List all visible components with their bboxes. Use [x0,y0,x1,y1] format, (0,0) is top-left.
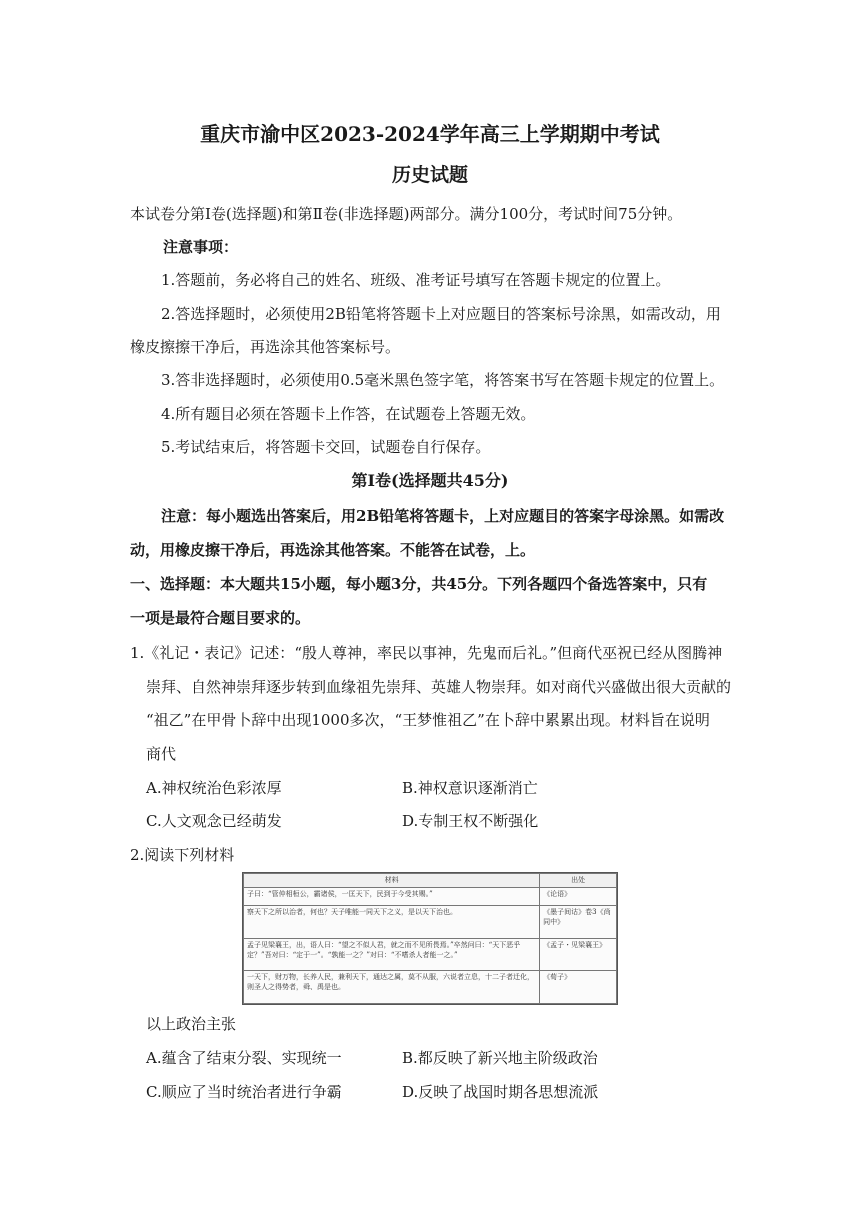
section-heading: 第Ⅰ卷(选择题共45分) [351,471,509,490]
note-item: 1.答题前，务必将自己的姓名、班级、准考证号填写在答题卡规定的位置上。 [161,271,671,289]
table-cell-source: 《论语》 [540,888,617,906]
q1-stem-line: 1.《礼记・表记》记述：“殷人尊神，率民以事神，先鬼而后礼。”但商代巫祝已经从图腾神 [130,644,723,662]
q2-option-d: D.反映了战国时期各思想流派 [402,1083,599,1101]
q2-stem: 2.阅读下列材料 [130,846,235,864]
note-item: 3.答非选择题时，必须使用0.5毫米黑色签字笔，将答案书写在答题卡规定的位置上。 [161,371,725,389]
section-note-line: 动，用橡皮擦干净后，再选涂其他答案。不能答在试卷，上。 [130,541,536,559]
q2-prompt: 以上政治主张 [146,1015,237,1033]
q1-stem-line: 崇拜、自然神崇拜逐步转到血缘祖先崇拜、英雄人物崇拜。如对商代兴盛做出很大贡献的 [146,678,732,696]
table-row [244,888,617,906]
exam-subtitle: 历史试题 [391,164,468,186]
exam-title: 重庆市渝中区2023-2024学年高三上学期期中考试 [200,122,660,146]
source-table [242,872,618,1005]
q1-option-d: D.专制王权不断强化 [402,812,539,830]
note-item: 5.考试结束后，将答题卡交回，试题卷自行保存。 [161,438,491,456]
q1-stem-line: “祖乙”在甲骨卜辞中出现1000多次，“王梦惟祖乙”在卜辞中累累出现。材料旨在说明 [146,711,710,729]
q2-option-b: B.都反映了新兴地主阶级政治 [402,1049,598,1067]
table-cell-source: 《孟子・见梁襄王》 [540,938,617,971]
table-header-source: 出处 [540,874,617,888]
table-cell-material: 子曰：“管仲相桓公，霸诸侯，一匡天下，民到于今受其赐。” [244,888,540,906]
q2-option-c: C.顺应了当时统治者进行争霸 [146,1083,342,1101]
table-header-material: 材料 [244,874,540,888]
table-cell-source: 《墨子间诂》卷3《尚同中》 [540,906,617,939]
table-row [244,971,617,1004]
q1-option-c: C.人文观念已经萌发 [146,812,282,830]
q1-stem-line: 商代 [146,745,177,763]
q1-option-b: B.神权意识逐渐消亡 [402,779,538,797]
q1-option-a: A.神权统治色彩浓厚 [146,779,282,797]
notes-heading: 注意事项： [163,238,239,256]
note-item: 2.答选择题时，必须使用2B铅笔将答题卡上对应题目的答案标号涂黑，如需改动，用 [161,305,721,323]
table-cell-material: 察天下之所以治者，何也？天子唯能一同天下之义，是以天下治也。 [244,906,540,939]
table-cell-material: 孟子见梁襄王，出，语人曰：“望之不似人君，就之而不见所畏焉。”卒然问曰：“天下恶乎定？”吾对曰：“定于一”。“孰能一之？”对曰：“不嗜杀人者能一之。” [244,938,540,971]
intro-text: 本试卷分第Ⅰ卷(选择题)和第Ⅱ卷(非选择题)两部分。满分100分，考试时间75分钟。 [130,205,683,223]
table-cell-material: 一天下，财万物，长养人民，兼利天下，通达之属，莫不从服，六说者立息，十二子者迁化，则圣人之得势者，舜、禹是也。 [244,971,540,1004]
section-note-line: 注意：每小题选出答案后，用2B铅笔将答题卡，上对应题目的答案字母涂黑。如需改 [161,507,725,525]
part-heading-line: 一、选择题：本大题共15小题，每小题3分，共45分。下列各题四个备选答案中，只有 [130,575,708,593]
note-item: 橡皮擦擦干净后，再选涂其他答案标号。 [130,338,401,356]
table-cell-source: 《荀子》 [540,971,617,1004]
table-row [244,938,617,971]
q2-option-a: A.蕴含了结束分裂、实现统一 [146,1049,342,1067]
part-heading-line: 一项是最符合题目要求的。 [130,609,311,627]
table-row [244,906,617,939]
note-item: 4.所有题目必须在答题卡上作答，在试题卷上答题无效。 [161,405,536,423]
